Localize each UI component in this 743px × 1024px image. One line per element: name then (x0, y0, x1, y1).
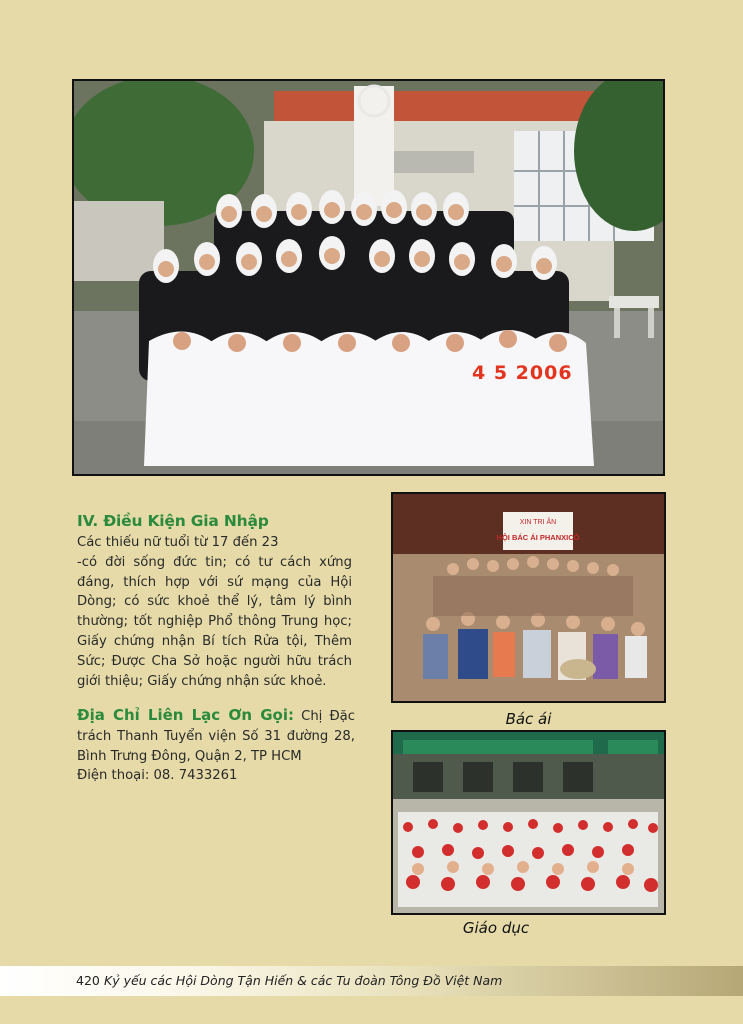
photo-date-stamp: 4 5 2006 (472, 362, 573, 384)
admission-requirements (77, 533, 352, 691)
education-caption: Giáo dục (462, 919, 530, 937)
education-photo (391, 730, 666, 915)
charity-photo (391, 492, 666, 703)
book-title: Kỷ yếu các Hội Dòng Tận Hiến & các Tu đoàn Tông Đồ Việt Nam (104, 973, 503, 988)
charity-caption: Bác ái (505, 710, 552, 728)
banner-line-2: HỘI BÁC ÁI PHANXICÔ (496, 533, 580, 542)
contact-label: Địa Chỉ Liên Lạc Ơn Gọi: (77, 706, 294, 724)
group-photo (72, 79, 665, 476)
section-heading: IV. Điều Kiện Gia Nhập (77, 512, 269, 530)
age-requirement: Các thiếu nữ tuổi từ 17 đến 23 (77, 535, 279, 550)
page-number: 420 (76, 973, 100, 988)
requirements-list: -có đời sống đức tin; có tư cách xứng đáng, thích hợp với sứ mạng của Hội Dòng; có sức khoẻ thể lý, tâm lý bình thường; tốt nghiệp Phổ thông Trung học; Giấy chứng nhận Bí tích Rửa tội, Thêm Sức; Được Cha Sở hoặc người hữu trách giới thiệu; Giấy chứng nhận sức khoẻ. (77, 554, 352, 689)
contact-address: Chị Đặc trách Thanh Tuyển viện Số 31 đường 28, Bình Trưng Đông, Quận 2, TP HCM (77, 709, 355, 764)
vocation-contact (77, 706, 355, 786)
contact-phone: Điện thoại: 08. 7433261 (77, 768, 238, 784)
banner-line-1: XIN TRI ÂN (519, 519, 557, 526)
